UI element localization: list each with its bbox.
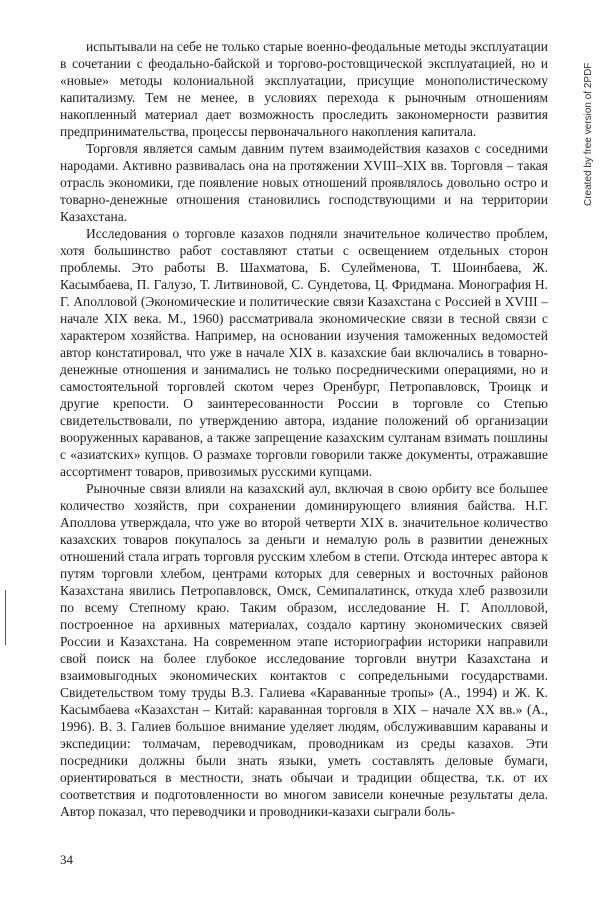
paragraph-2: Торговля является самым давним путем взаимодействия казахов с соседними народами. Активно развивалась она на протяжении XVIII–XIX вв. Торговля – такая отрасль экономики, где появление новых отношений проявлялось довольно остро и товарно-денежные отношения становились господствующими и на территории Казахстана.: [60, 141, 548, 224]
paragraph-4: Рыночные связи влияли на казахский аул, включая в свою орбиту все большее количество хозяйств, при сохранении доминирующего влияния байства. Н.Г. Аполлова утверждала, что уже во второй четверти XIX в. значительное количество казахских товаров покупалось за деньги и немалую роль в развитии денежных отношений стала играть торговля русским хлебом в степи. Отсюда интерес автора к путям торговли хлебом, центрами которых для северных и восточных районов Казахстана явились Петропавловск, Омск, Семипалатинск, откуда хлеб развозили по всему Степному краю. Таким образом, исследование Н. Г. Аполловой, построенное на архивных материалах, создало картину экономических связей России и Казахстана. На современном этапе историографии историки направили свой поиск на более глубокое исследование торговли внутри Казахстана и взаимовыгодных экономических контактов с сопредельными государствами. Свидетельством тому труды В.З. Галиева «Караванные тропы» (А., 1994) и Ж. К. Касымбаева «Казахстан – Китай: караванная торговля в XIX – начале XX вв.» (А., 1996). В. З. Галиев большое внимание уделяет людям, обслуживавшим караваны и экспедиции: толмачам, переводчикам, проводникам из среды казахов. Эти посредники должны были знать языки, уметь составлять деловые бумаги, ориентироваться в местности, знать обычаи и традиции общества, т.к. от их соответствия и подготовленности во многом зависели конечные результаты дела. Автор показал, что переводчики и проводники-казахи сыграли боль-: [60, 481, 548, 819]
paragraph-3: Исследования о торговле казахов подняли значительное количество проблем, хотя большинство работ составляют статьи с освещением отдельных сторон проблемы. Это работы В. Шахматова, Б. Сулейменова, Т. Шоинбаева, Ж. Касымбаева, П. Галузо, Т. Литвиновой, С. Сундетова, Ц. Фридмана. Монография Н. Г. Аполловой (Экономические и политические связи Казахстана с Россией в XVIII – начале XIX века. М., 1960) рассматривала экономические связи в тесной связи с характером хозяйства. Например, на основании изучения таможенных ведомостей автор констатировал, что уже в начале XIX в. казахские баи включались в товарно-денежные отношения и занимались не только посредническими операциями, но и самостоятельной торговлей скотом через Оренбург, Петропавловск, Троицк и другие крепости. О заинтересованности России в торговле со Степью свидетельствовали, по утверждению автора, издание положений об организации вооруженных караванов, а также запрещение казахским султанам взимать пошлины с «азиатских» купцов. О размахе торговли говорили также документы, отражавшие ассортимент товаров, привозимых русскими купцами.: [60, 226, 548, 479]
paragraph-1: испытывали на себе не только старые военно-феодальные методы эксплуатации в сочетании с феодально-байской и торгово-ростовщической эксплуатацией, но и «новые» методы колониальной эксплуатации, присущие монополистическому капитализму. Тем не менее, в условиях перехода к рыночным отношениям накопленный материал дает возможность проследить закономерности развития предпринимательства, процессы первоначального накопления капитала.: [60, 39, 548, 139]
watermark: Created by free version of 2PDF: [583, 62, 594, 206]
text-body: [60, 38, 548, 820]
margin-mark: [5, 590, 6, 645]
page-number: 34: [60, 852, 73, 867]
